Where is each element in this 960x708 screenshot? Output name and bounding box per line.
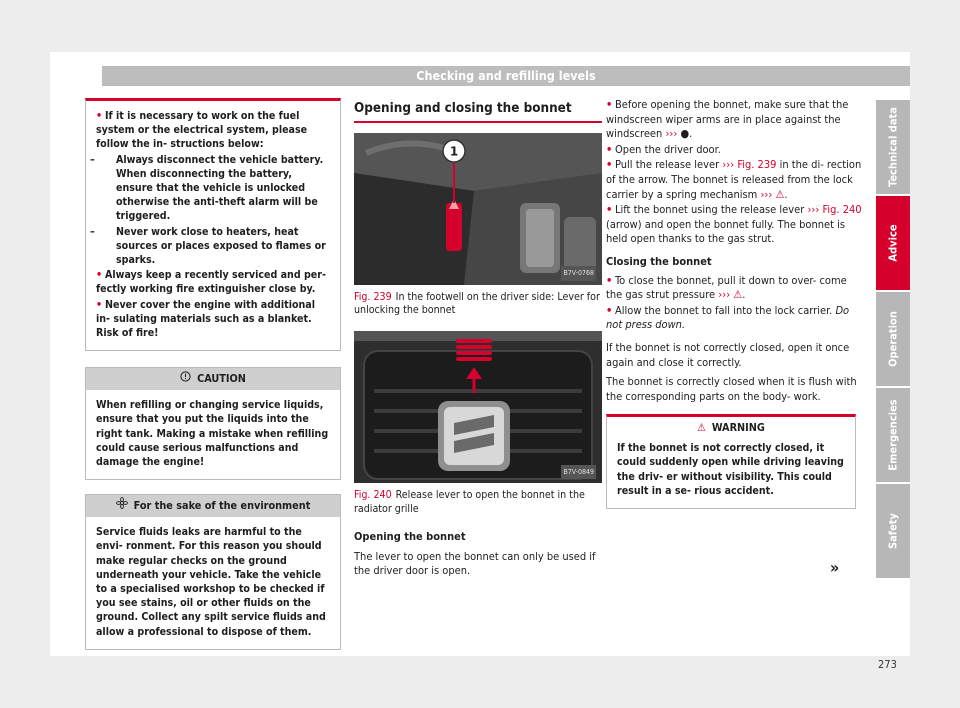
warning-text: If the bonnet is not correctly closed, it could suddenly open while driving leaving the driv- er without visibility. This could result in a se- rious accident. [617, 442, 844, 497]
step-bullet: • Before opening the bonnet, make sure that the windscreen wiper arms are in place against the windscreen ››› ●. [606, 98, 849, 141]
figure-240-code: B7V-0849 [561, 465, 596, 480]
middle-column [354, 98, 602, 579]
tab-advice[interactable]: Advice [876, 196, 910, 290]
warning-bullet: • Always keep a recently serviced and per- fectly working fire extinguisher close by. [96, 269, 326, 296]
figure-239-code: B7V-0768 [561, 266, 596, 281]
environment-box [85, 494, 341, 650]
left-column [85, 98, 341, 664]
info-circle-icon [180, 368, 191, 390]
paragraph: If the bonnet is not correctly closed, open it once again and close it correctly. [606, 340, 850, 369]
step-bullet: • Open the driver door. [606, 142, 721, 156]
warning-sub-item: – Always disconnect the vehicle battery. When disconnecting the battery, ensure that the vehicle is unlocked otherwise the anti-theft alarm will be triggered. [90, 153, 324, 223]
warning-triangle-icon: ⚠ [733, 288, 743, 302]
figure-240-link[interactable]: Fig. 240 [822, 203, 862, 217]
caution-text: When refilling or changing service liquids, ensure that you put the liquids into the right tank. Making a mistake when refilling could cause serious malfunctions and damage the engine! [96, 399, 329, 469]
paragraph: The bonnet is correctly closed when it is flush with the corresponding parts on the body- work. [606, 375, 857, 403]
environment-flower-icon [116, 495, 128, 517]
side-tab-bar [876, 96, 910, 586]
warning-triangle-icon: ⚠ [697, 421, 706, 435]
figure-240-caption: Fig. 240 Release lever to open the bonnet in the radiator grille [354, 489, 585, 515]
warning-bullet: • Never cover the engine with additional in- sulating materials such as a blanket. Risk of fire! [96, 298, 315, 340]
figure-239-callout: 1 [449, 144, 459, 159]
radiator-grille-illustration [354, 331, 602, 483]
opening-heading: Opening the bonnet [354, 530, 466, 544]
warning-header: ⚠ WARNING [607, 417, 855, 439]
page-header: Checking and refilling levels [102, 66, 910, 86]
environment-text: Service fluids leaks are harmful to the envi- ronment. For this reason you should make regular checks on the ground underneath your vehicle. Take the vehicle to a specialised workshop to be checked if you see stains, oil or other fluids on the ground. Collect any spilt service fluids and allow a professional to dispose of them. [96, 526, 326, 638]
tab-emergencies[interactable]: Emergencies [876, 388, 910, 482]
footwell-illustration [354, 133, 602, 285]
section-title: Opening and closing the bonnet [354, 102, 602, 123]
opening-text: The lever to open the bonnet can only be used if the driver door is open. [354, 549, 596, 578]
manual-page [50, 52, 910, 656]
step-bullet: • Lift the bonnet using the release lever ››› Fig. 240 (arrow) and open the bonnet fully. The bonnet is held open thanks to the gas strut. [606, 203, 862, 246]
warning-sub-item: – Never work close to heaters, heat sources or places exposed to flames or sparks. [90, 225, 326, 267]
page-number: 273 [878, 658, 897, 671]
warning-bullet: • If it is necessary to work on the fuel system or the electrical system, please follow the in- structions below: [96, 110, 308, 151]
warning-continued-box [85, 98, 341, 351]
tab-technical-data[interactable]: Technical data [876, 100, 910, 194]
step-bullet: • Pull the release lever ››› Fig. 239 in the di- rection of the arrow. The bonnet is released from the lock carrier by a spring mechanism ››› ⚠. [606, 158, 862, 201]
caution-box [85, 367, 341, 480]
closing-heading: Closing the bonnet [606, 254, 712, 268]
figure-240 [354, 331, 602, 483]
tab-safety[interactable]: Safety [876, 484, 910, 578]
warning-triangle-icon: ⚠ [775, 187, 785, 201]
figure-239-link[interactable]: Fig. 239 [737, 158, 777, 172]
environment-header: For the sake of the environment [86, 495, 340, 517]
warning-box [606, 414, 856, 509]
info-filled-icon: ● [680, 127, 690, 141]
step-bullet: • To close the bonnet, pull it down to over- come the gas strut pressure ››› ⚠. [606, 273, 847, 302]
figure-239 [354, 133, 602, 285]
step-bullet: • Allow the bonnet to fall into the lock carrier. Do not press down. [606, 303, 850, 332]
tab-operation[interactable]: Operation [876, 292, 910, 386]
figure-239-caption: Fig. 239 In the footwell on the driver side: Lever for unlocking the bonnet [354, 290, 600, 316]
continued-arrow-icon: » [830, 558, 840, 577]
right-column [606, 98, 862, 523]
caution-header: CAUTION [86, 368, 340, 390]
